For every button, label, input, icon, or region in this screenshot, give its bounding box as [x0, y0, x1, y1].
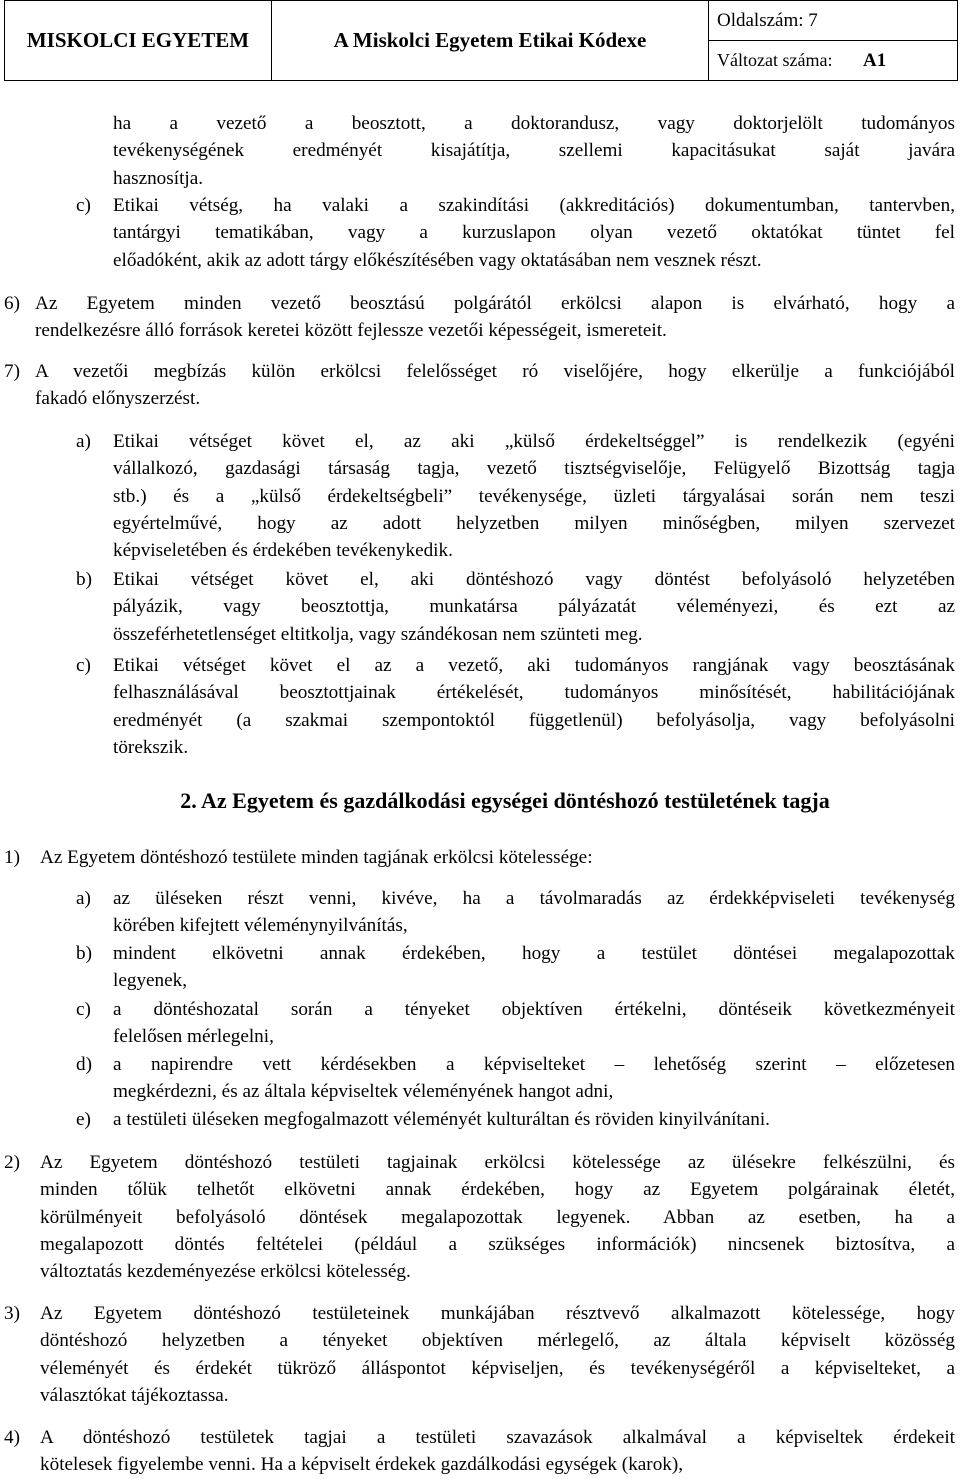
item-1e-paragraph [113, 1106, 955, 1133]
text-line: egyértelművé, hogy az adott helyzetben milyen minőségben, milyen szervezet [113, 512, 955, 534]
section-label-2: 2) [4, 1152, 20, 1173]
version-value: A1 [863, 49, 887, 71]
section-4-paragraph [40, 1424, 955, 1479]
text-line: minden tőlük telhetőt elkövetni annak érdekében, hogy az Egyetem polgárainak életét, [40, 1179, 955, 1201]
text-line: felhasználásával beosztottjainak értékelését, tudományos minősítését, habilitációjának [113, 682, 955, 704]
text-line: vállalkozó, gazdasági társaság tagja, vezető tisztségviselője, Felügyelő Bizottság tagja [113, 458, 955, 480]
list-label-7a: a) [76, 431, 91, 452]
text-line: az üléseken részt venni, kivéve, ha a távolmaradás az érdekképviseleti tevékenység [113, 888, 955, 909]
item-7a-paragraph [113, 428, 955, 564]
text-line: törekszik. [113, 736, 189, 758]
text-line: hasznosítja. [113, 167, 204, 189]
text-line: Etikai vétséget követ el, az aki „külső érdekeltséggel” is rendelkezik (egyéni [113, 431, 955, 452]
text-line: mindent elkövetni annak érdekében, hogy a testület döntései megalapozottak [113, 943, 955, 964]
text-line: körében kifejtett véleménynyilvánítás, [113, 915, 408, 937]
item-1d-paragraph [113, 1051, 955, 1106]
text-line: Etikai vétség, ha valaki a szakindítási (akkreditációs) dokumentumban, tantervben, [113, 195, 955, 216]
text-line: kötelesek figyelembe venni. Ha a képviselt érdekek gazdálkodási egységek (karok), [40, 1454, 684, 1476]
text-line: stb.) és a „külső érdekeltségbeli” tevékenysége, üzleti tárgyalásai során nem teszi [113, 485, 955, 507]
text-line: véleményét és érdekét tükröző álláspontot képviseljen, és tevékenységéről a képviselteket, a [40, 1357, 955, 1379]
text-line: tevékenységének eredményét kisajátítja, szellemi kapacitásukat saját javára [113, 140, 955, 162]
text-line: a döntéshozatal során a tényeket objektíven értékelni, döntéseik következményeit [113, 999, 955, 1020]
document-title: A Miskolci Egyetem Etikai Kódexe [272, 1, 709, 81]
version-label: Változat száma: [717, 49, 833, 70]
text-line: rendelkezésre álló források keretei között fejlessze vezetői képességeit, ismereteit. [35, 320, 667, 342]
text-line: választókat tájékoztassa. [40, 1384, 229, 1406]
text-line: Az Egyetem döntéshozó testülete minden tagjának erkölcsi kötelessége: [40, 847, 593, 868]
text-line: képviseletében és érdekében tevékenykedik. [113, 540, 453, 562]
text-line: Az Egyetem döntéshozó testületi tagjainak erkölcsi kötelessége az ülésekre felkészülni, és [40, 1152, 955, 1173]
item-1c-paragraph [113, 996, 955, 1051]
text-line: eredményét (a szakmai szempontoktól függetlenül) befolyásolja, vagy befolyásolni [113, 709, 955, 731]
item-7c-paragraph [113, 652, 955, 761]
text-line: tantárgyi tematikában, vagy a kurzuslapon olyan vezető oktatókat tüntet fel [113, 222, 955, 244]
list-label-1c: c) [76, 999, 91, 1020]
list-label-1a: a) [76, 888, 91, 909]
text-line: Etikai vétséget követ el, aki döntéshozó vagy döntést befolyásoló helyzetében [113, 569, 955, 590]
section-heading: 2. Az Egyetem és gazdálkodási egységei döntéshozó testületének tagja [180, 788, 830, 813]
list-label-c: c) [76, 195, 91, 216]
text-line: összeférhetetlenséget eltitkolja, vagy szándékosan nem szünteti meg. [113, 623, 643, 645]
text-line: megkérdezni, és az általa képviseltek véleményének hangot adni, [113, 1081, 614, 1103]
item-1a-paragraph [113, 885, 955, 940]
section-label-3: 3) [4, 1303, 20, 1324]
text-line: fakadó előnyszerzést. [35, 388, 201, 410]
text-line: döntéshozó helyzetben a tényeket objektíven mérlegelő, az általa képviselt közösség [40, 1330, 955, 1352]
section-label-4: 4) [4, 1427, 20, 1448]
list-label-7b: b) [76, 569, 92, 590]
list-label-1b: b) [76, 943, 92, 964]
university-name: MISKOLCI EGYETEM [5, 1, 272, 81]
text-line: előadóként, akik az adott tárgy előkészítésében vagy oktatásában nem vesznek részt. [113, 249, 762, 271]
list-label-1e: e) [76, 1109, 91, 1130]
item-7b-paragraph [113, 566, 955, 648]
section-label-6: 6) [4, 293, 20, 314]
text-line: A vezetői megbízás külön erkölcsi felelősséget ró viselőjére, hogy elkerülje a funkciójából [35, 361, 955, 382]
text-line: Etikai vétséget követ el az a vezető, aki tudományos rangjának vagy beosztásának [113, 655, 955, 676]
text-line: a napirendre vett kérdésekben a képviselteket – lehetőség szerint – előzetesen [113, 1054, 955, 1075]
version-cell [709, 41, 958, 81]
text-line: körülményeit befolyásoló döntések megalapozottak legyenek. Abban az esetben, ha a [40, 1206, 955, 1228]
continuation-paragraph [113, 110, 955, 192]
section-6-paragraph [35, 290, 955, 345]
section-3-paragraph [40, 1300, 955, 1409]
text-line: Az Egyetem döntéshozó testületeinek munkájában résztvevő alkalmazott kötelessége, hogy [40, 1303, 955, 1324]
text-line: változtatás kezdeményezése erkölcsi kötelesség. [40, 1261, 411, 1283]
section-1-paragraph [40, 844, 955, 871]
item-c-paragraph [113, 192, 955, 274]
text-line: ha a vezető a beosztott, a doktorandusz, vagy doktorjelölt tudományos [113, 113, 955, 134]
section-2-paragraph [40, 1149, 955, 1285]
page-number: Oldalszám: 7 [709, 1, 958, 41]
item-1b-paragraph [113, 940, 955, 995]
text-line: a testületi üléseken megfogalmazott véleményét kulturáltan és röviden kinyilvánítani. [113, 1109, 770, 1130]
section-label-1: 1) [4, 847, 20, 868]
section-7-paragraph [35, 358, 955, 413]
page-header [4, 0, 958, 81]
list-label-7c: c) [76, 655, 91, 676]
list-label-1d: d) [76, 1054, 92, 1075]
text-line: Az Egyetem minden vezető beosztású polgárától erkölcsi alapon is elvárható, hogy a [35, 293, 955, 314]
text-line: megalapozott döntés feltételei (például a szükséges információk) nincsenek biztosítva, a [40, 1233, 955, 1255]
text-line: felelősen mérlegelni, [113, 1026, 274, 1048]
text-line: A döntéshozó testületek tagjai a testületi szavazások alkalmával a képviseltek érdekeit [40, 1427, 955, 1448]
text-line: legyenek, [113, 970, 188, 992]
section-label-7: 7) [4, 361, 20, 382]
text-line: pályázik, vagy beosztottja, munkatársa pályázatát véleményezi, és ezt az [113, 596, 955, 618]
